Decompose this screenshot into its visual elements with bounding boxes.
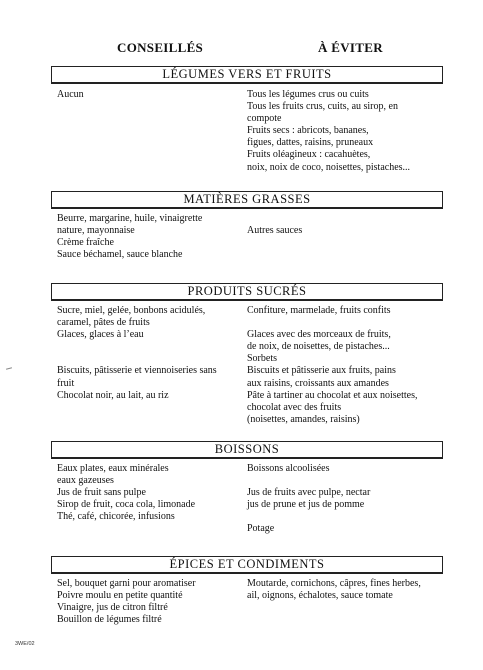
list-item: Fruits secs : abricots, bananes, [247,125,369,137]
list-item: Sucre, miel, gelée, bonbons acidulés, [57,305,206,316]
section-title-drinks: BOISSONS [51,441,443,458]
list-item: aux raisins, croissants aux amandes [247,377,389,389]
list-item: Jus de fruits avec pulpe, nectar [247,487,371,499]
scan-mark [6,367,12,370]
list-item: Tous les fruits crus, cuits, au sirop, en [247,101,398,113]
list-item: Sirop de fruit, coca cola, limonade [57,499,196,511]
section-fats-recommended [57,213,202,261]
list-item: Thé, café, chicorée, infusions [57,511,175,523]
list-item: figues, dattes, raisins, pruneaux [247,137,374,149]
list-item: Tous les légumes crus ou cuits [247,89,369,100]
section-spices-condiments-avoid [247,578,421,602]
list-item: compote [247,113,282,125]
section-fats-avoid [247,213,302,237]
section-vegetables-fruits-avoid [247,89,410,174]
list-item: Biscuits et pâtisserie aux fruits, pains [247,365,396,377]
list-item: Vinaigre, jus de citron filtré [57,602,168,614]
list-item [57,353,217,365]
list-item: jus de prune et jus de pomme [247,499,365,511]
list-item: Poivre moulu en petite quantité [57,590,183,602]
section-title-vegetables-fruits: LÉGUMES VERS ET FRUITS [51,66,443,83]
list-item: Eaux plates, eaux minérales [57,463,169,474]
section-title-spices-condiments: ÉPICES ET CONDIMENTS [51,556,443,573]
list-item: Biscuits, pâtisserie et viennoiseries sans [57,365,217,377]
list-item: nature, mayonnaise [57,225,135,237]
list-item: (noisettes, amandes, raisins) [247,413,360,425]
section-drinks-recommended [57,463,195,523]
list-item: Moutarde, cornichons, câpres, fines herbes, [247,578,421,589]
list-item: noix, noix de coco, noisettes, pistaches... [247,161,411,173]
list-item: Pâte à tartiner au chocolat et aux noisettes, [247,389,418,401]
list-item: Fruits oléagineux : cacahuètes, [247,149,371,161]
list-item: fruit [57,377,75,389]
section-vegetables-fruits-recommended [57,89,84,101]
list-item [247,475,370,487]
avoid-column-header: À ÉVITER [318,40,383,55]
list-item: Confiture, marmelade, fruits confits [247,305,391,316]
list-item: Beurre, margarine, huile, vinaigrette [57,213,203,224]
list-item: Chocolat noir, au lait, au riz [57,389,169,401]
list-item: Potage [247,523,275,535]
list-item: Autres sauces [247,225,303,237]
list-item: Bouillon de légumes filtré [57,614,162,626]
list-item [247,317,418,329]
section-title-fats: MATIÈRES GRASSES [51,191,443,208]
recommended-column-header: CONSEILLÉS [117,40,204,55]
list-item: ail, oignons, échalotes, sauce tomate [247,590,393,602]
list-item: Sel, bouquet garni pour aromatiser [57,578,196,589]
section-drinks-avoid [247,463,370,536]
list-item: Glaces, glaces à l’eau [57,329,144,341]
list-item: Sauce béchamel, sauce blanche [57,249,183,261]
section-spices-condiments-recommended [57,578,196,626]
list-item: Crème fraîche [57,237,114,249]
list-item: Sorbets [247,353,277,365]
list-item: Aucun [57,89,84,100]
section-sweet-products-recommended [57,305,217,402]
list-item: de noix, de noisettes, de pistaches... [247,341,390,353]
list-item [247,213,302,225]
list-item [247,511,370,523]
list-item: eaux gazeuses [57,475,114,487]
list-item: Jus de fruit sans pulpe [57,487,146,499]
section-sweet-products-avoid [247,305,418,426]
list-item: chocolat avec des fruits [247,401,342,413]
list-item: caramel, pâtes de fruits [57,317,150,329]
document-reference-code: 3WE/02 [15,641,35,647]
list-item: Glaces avec des morceaux de fruits, [247,329,391,341]
section-title-sweet-products: PRODUITS SUCRÉS [51,283,443,300]
list-item: Boissons alcoolisées [247,463,330,474]
list-item [57,341,217,353]
